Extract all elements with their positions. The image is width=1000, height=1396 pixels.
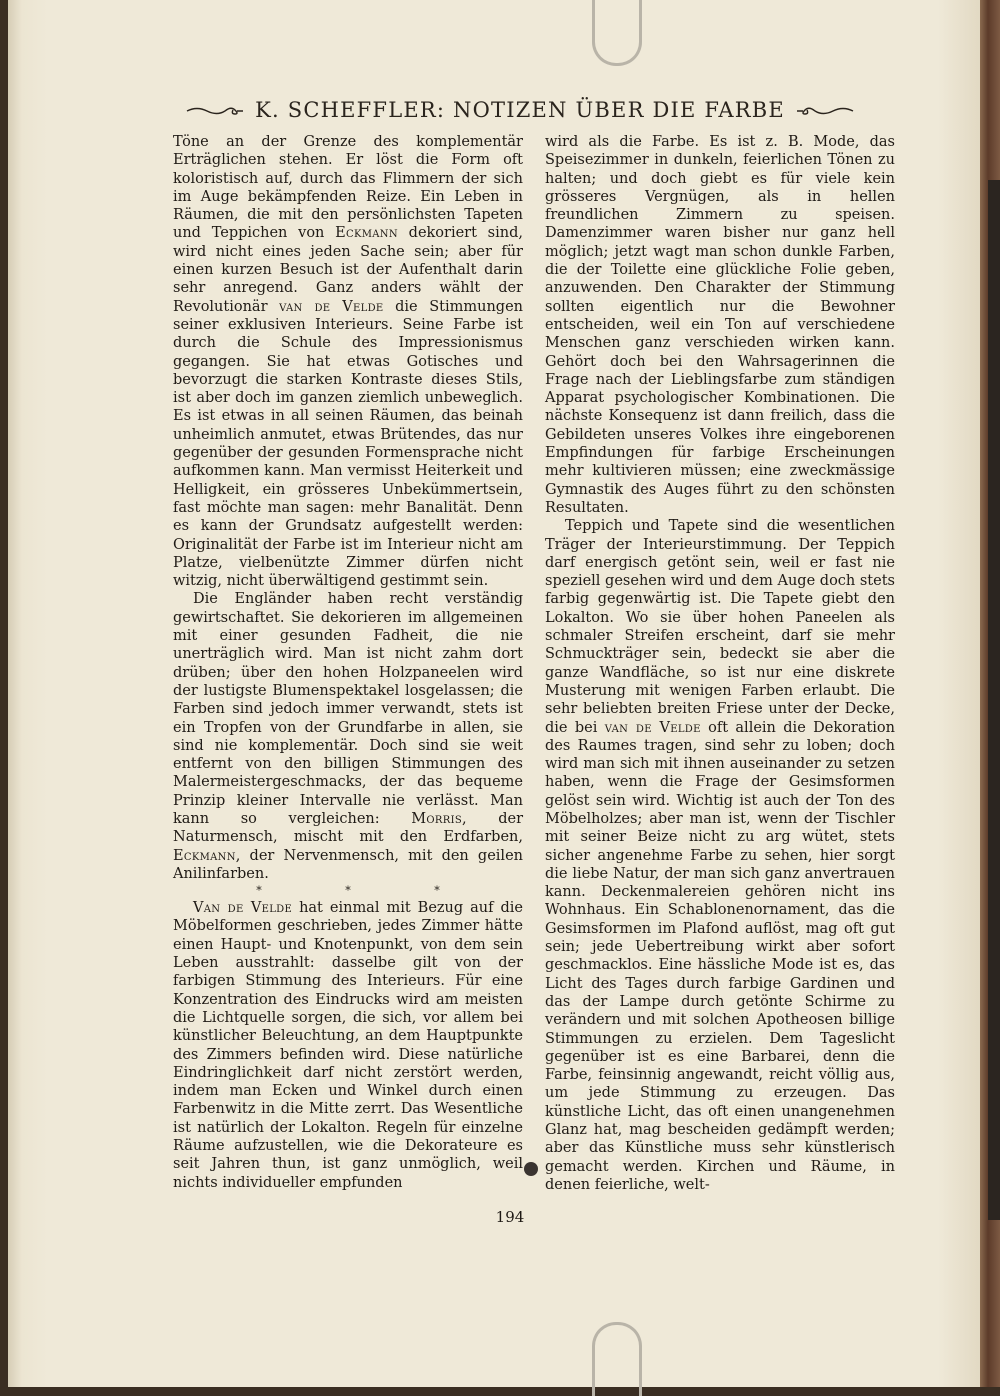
header-title: K. SCHEFFLER: NOTIZEN ÜBER DIE FARBE xyxy=(255,98,785,122)
page-number: 194 xyxy=(495,1208,525,1226)
page-clip-bottom xyxy=(592,1322,642,1396)
section-divider-stars: * * * xyxy=(256,884,480,898)
paragraph: wird als die Farbe. Es ist z. B. Mode, das Speisezimmer in dunkeln, feierlichen Tönen zu halten; und doch giebt es für viele kein grösseres Vergnügen, als in hellen freundlichen Zimmern zu speisen. Damenzimmer waren bisher nur ganz hell möglich; jetzt wagt man schon dunkle Farben, die der Toilette eine glückliche Folie geben, anzuwenden. Den Charakter der Stimmung sollten eigentlich nur die Bewohner entscheiden, weil ein Ton auf verschiedene Menschen ganz verschieden wirken kann. Gehört doch bei den Wahrsagerinnen die Frage nach der Lieblingsfarbe zum ständigen Apparat psychologischer Kombinationen. Die nächste Konsequenz ist dann freilich, dass die Gebildeten unseres Volkes ihre eingeborenen Empfindungen für farbige Erscheinungen mehr kultivieren müssen; eine zweckmässige Gymnastik des Auges führt zu den schönsten Resultaten. xyxy=(545,134,895,516)
left-column xyxy=(173,133,523,1192)
paragraph: Teppich und Tapete sind die wesentlichen Träger der Interieurstimmung. Der Teppich darf energisch getönt sein, weil er fast nie speziell gesehen wird und dem Auge doch stets farbig gegenwärtig ist. Die Tapete giebt den Lokalton. Wo sie über hohen Paneelen als schmaler Streifen erscheint, darf sie mehr Schmuckträger sein, bedeckt sie aber die ganze Wandfläche, so ist nur eine diskrete Musterung mit wenigen Farben erlaubt. Die sehr beliebten breiten Friese unter der Decke, die bei van de Velde oft allein die Dekoration des Raumes tragen, sind sehr zu loben; doch wird man sich mit ihnen auseinander zu setzen haben, wenn die Frage der Gesimsformen gelöst sein wird. Wichtig ist auch der Ton des Möbelholzes; aber man ist, wenn der Tischler mit seiner Beize nicht zu arg wütet, stets sicher angenehme Farbe zu sehen, hier sorgt die liebe Natur, der man sich ganz anvertrauen kann. Deckenmalereien gehören nicht ins Wohnhaus. Ein Schablonenornament, das die Gesimsformen im Plafond auflöst, mag oft gut sein; jede Uebertreibung wirkt aber sofort geschmacklos. Eine hässliche Mode ist es, das Licht des Tages durch farbige Gardinen und das der Lampe durch getönte Schirme zu verändern und mit solchen Apotheosen billige Stimmungen zu erzielen. Dem Tageslicht gegenüber ist es eine Barbarei, denn die Farbe, feinsinnig angewandt, reicht völlig aus, um jede Stimmung zu erzeugen. Das künstliche Licht, das oft einen unangenehmen Glanz hat, mag bescheiden gedämpft werden; aber das Künstliche muss sehr künstlerisch gemacht werden. Kirchen und Räume, in denen feierliche, welt- xyxy=(545,518,895,1193)
adjacent-page-edge xyxy=(988,180,1000,1220)
right-column xyxy=(545,133,895,1194)
name-van-de-velde: Van de Velde xyxy=(193,900,293,917)
name-morris: Morris xyxy=(411,810,462,827)
running-header xyxy=(150,92,890,128)
name-eckmann: Eckmann xyxy=(335,225,398,242)
name-van-de-velde: van de Velde xyxy=(604,719,701,736)
library-stamp-icon xyxy=(524,1162,538,1176)
left-ornament-icon xyxy=(185,102,245,118)
paragraph: Die Engländer haben recht verständig gewirtschaftet. Sie dekorieren im allgemeinen mit einer gesunden Fadheit, die nie unerträglich wird. Man ist nicht zahm dort drüben; über den hohen Holzpaneelen wird der lustigste Blumenspektakel losgelassen; die Farben sind jedoch immer verwandt, stets ist ein Tropfen von der Grundfarbe in allen, sie sind nie komplementär. Doch sind sie weit entfernt von den billigen Stimmungen des Malermeistergeschmacks, der das bequeme Prinzip kleiner Intervalle nie verlässt. Man kann so vergleichen: Morris, der Naturmensch, mischt mit den Erdfarben, Eckmann, der Nervenmensch, mit den geilen Anilinfarben. xyxy=(173,591,524,882)
right-ornament-icon xyxy=(795,102,855,118)
name-van-de-velde: van de Velde xyxy=(279,298,384,315)
page-clip-top xyxy=(592,0,642,66)
name-eckmann: Eckmann xyxy=(173,847,236,864)
paragraph: Van de Velde hat einmal mit Bezug auf die Möbelformen geschrieben, jedes Zimmer hätte einen Haupt- und Knotenpunkt, von dem sein Leben ausstrahlt: dasselbe gilt von der farbigen Stimmung des Interieurs. Für eine Konzentration des Eindrucks wird am meisten die Lichtquelle sorgen, die sich, vor allem bei künstlicher Beleuchtung, an dem Hauptpunkte des Zimmers befinden wird. Diese natürliche Eindringlichkeit darf nicht zerstört werden, indem man Ecken und Winkel durch einen Farbenwitz in die Mitte zerrt. Das Wesentliche ist natürlich der Lokalton. Regeln für einzelne Räume aufzustellen, wie die Dekorateure es seit Jahren thun, ist ganz unmöglich, weil nichts individueller empfunden xyxy=(173,900,523,1191)
paragraph: Töne an der Grenze des komplementär Erträglichen stehen. Er löst die Form oft koloristisch auf, durch das Flimmern der sich im Auge bekämpfenden Reize. Ein Leben in Räumen, die mit den persönlichsten Tapeten und Teppichen von Eckmann dekoriert sind, wird nicht eines jeden Sache sein; aber für einen kurzen Besuch ist der Aufenthalt darin sehr anregend. Ganz anders wählt der Revolutionär van de Velde die Stimmungen seiner exklusiven Interieurs. Seine Farbe ist durch die Schule des Impressionismus gegangen. Sie hat etwas Gotisches und bevorzugt die starken Kontraste dieses Stils, ist aber doch im ganzen ziemlich unbeweglich. Es ist etwas in all seinen Räumen, das beinah unheimlich anmutet, etwas Brütendes, das nur gegenüber der gesunden Formensprache nicht aufkommen kann. Man vermisst Heiterkeit und Helligkeit, ein grösseres Unbekümmertsein, fast möchte man sagen: mehr Banalität. Denn es kann der Grundsatz aufgestellt werden: Originalität der Farbe ist im Interieur nicht am Platze, vielbenützte Zimmer dürfen nicht witzig, nicht überwältigend gestimmt sein. xyxy=(173,134,523,590)
